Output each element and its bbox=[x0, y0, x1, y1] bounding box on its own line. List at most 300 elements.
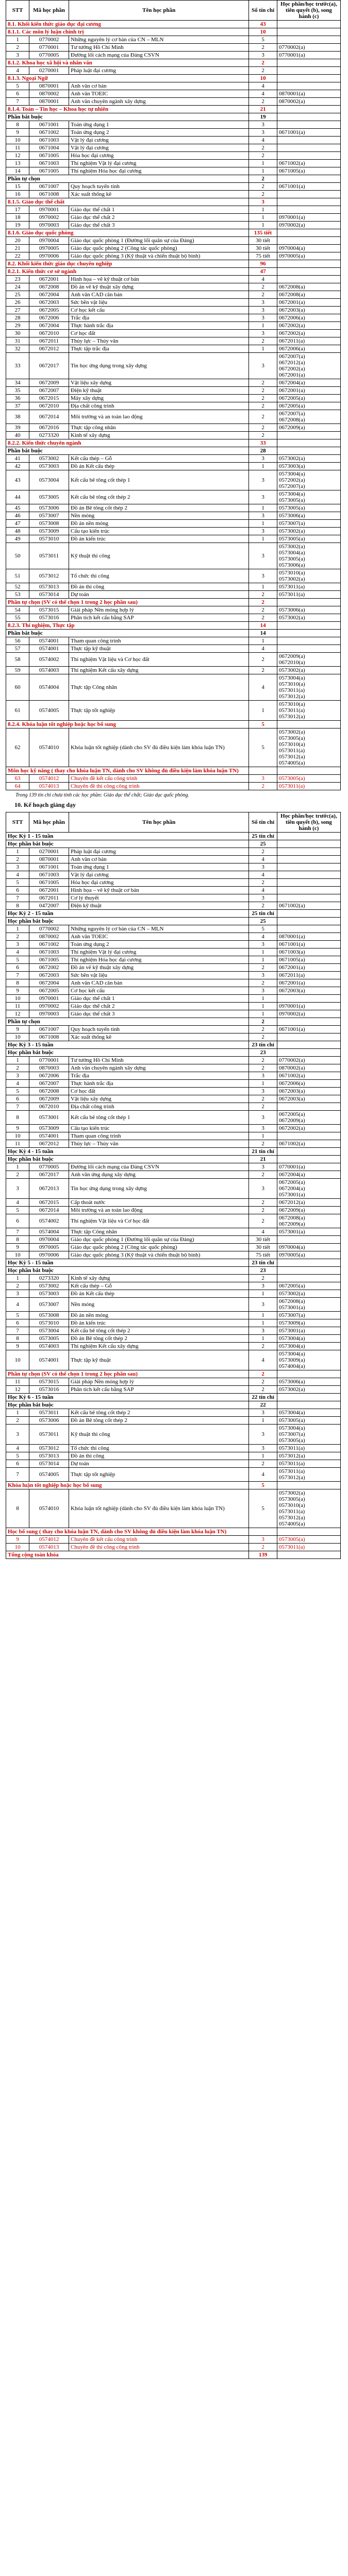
row-course-name: Điện kỹ thuật bbox=[69, 387, 249, 395]
row-stt: 52 bbox=[6, 583, 29, 591]
row-credits: 3 bbox=[249, 52, 277, 59]
table-row bbox=[6, 964, 341, 972]
row-course-name: Kết cấu bê tông cốt thép 2 bbox=[69, 490, 249, 504]
row-prerequisite: 0672001(a) bbox=[277, 964, 340, 972]
row-stt: 6 bbox=[6, 964, 29, 972]
row-prerequisite: 0573004(a) bbox=[277, 1409, 340, 1417]
row-credits: 2 bbox=[249, 402, 277, 410]
row-stt: 4 bbox=[6, 948, 29, 956]
row-course-name: Chuyên đề thi công công trình bbox=[69, 783, 249, 790]
table-row bbox=[6, 160, 341, 167]
row-credits: 4 bbox=[249, 674, 277, 701]
row-stt: 2 bbox=[6, 933, 29, 941]
semester-row bbox=[6, 1041, 341, 1049]
row-course-code: 0672005 bbox=[29, 987, 69, 995]
row-credits: 3 bbox=[249, 470, 277, 490]
table-row bbox=[6, 1460, 341, 1468]
row-prerequisite bbox=[277, 1236, 340, 1244]
row-title: Phần tự chọn (SV có thể chọn 1 trong 2 học phần sau) bbox=[6, 599, 249, 606]
row-credits: 4 bbox=[249, 90, 277, 98]
row-stt: 3 bbox=[6, 1072, 29, 1080]
table-row bbox=[6, 1228, 341, 1236]
row-prerequisite: 0770001(a) bbox=[277, 52, 340, 59]
row-prerequisite: 0573011(a) bbox=[277, 783, 340, 790]
row-course-name: Cấu tạo kiến trúc bbox=[69, 1125, 249, 1132]
row-course-code: 0970001 bbox=[29, 995, 69, 1003]
header-tc: Số tín chỉ bbox=[249, 1, 277, 21]
section-row bbox=[6, 599, 341, 606]
row-credits: 2 bbox=[249, 1064, 277, 1072]
row-stt: 21 bbox=[6, 245, 29, 252]
section-row bbox=[6, 75, 341, 82]
row-course-code: 0672004 bbox=[29, 322, 69, 330]
section-row bbox=[6, 59, 341, 67]
table-row bbox=[6, 653, 341, 667]
row-credits: 23 tín chỉ bbox=[249, 1259, 277, 1267]
row-stt: 3 bbox=[6, 941, 29, 948]
row-stt: 64 bbox=[6, 783, 29, 790]
row-course-name: Giáo dục quốc phòng 1 (Đường lối quân sự của Đảng) bbox=[69, 237, 249, 245]
row-stt: 47 bbox=[6, 520, 29, 528]
row-prerequisite: 0573011(a) bbox=[277, 583, 340, 591]
row-course-code: 0870001 bbox=[29, 82, 69, 90]
row-credits: 5 bbox=[249, 36, 277, 44]
row-credits: 1 bbox=[249, 1003, 277, 1010]
row-course-name: Đường lối cách mạng của Đảng CSVN bbox=[69, 52, 249, 59]
header-stt: STT bbox=[6, 812, 29, 833]
row-empty bbox=[277, 1148, 340, 1156]
row-stt: 11 bbox=[6, 1140, 29, 1148]
row-credits: 2 bbox=[249, 964, 277, 972]
total-empty bbox=[277, 1551, 340, 1559]
header-ten: Tên học phần bbox=[69, 812, 249, 833]
row-credits: 1 bbox=[249, 1010, 277, 1018]
row-stt: 9 bbox=[6, 1343, 29, 1350]
row-credits: 4 bbox=[249, 645, 277, 653]
row-prerequisite: 0671001(a) bbox=[277, 1026, 340, 1033]
row-stt: 61 bbox=[6, 701, 29, 721]
row-stt: 16 bbox=[6, 191, 29, 198]
row-stt: 1 bbox=[6, 36, 29, 44]
row-course-name: Khóa luận tốt nghiệp (dành cho SV đủ điều kiện làm khóa luận TN) bbox=[69, 728, 249, 767]
table-row bbox=[6, 98, 341, 106]
row-credits: 1 bbox=[249, 214, 277, 222]
row-course-code: 0574001 bbox=[29, 1350, 69, 1370]
row-prerequisite: 0672004(a) bbox=[277, 379, 340, 387]
row-course-code: 0573005 bbox=[29, 1335, 69, 1343]
row-stt: 31 bbox=[6, 337, 29, 345]
row-title: 8.2.3. Thí nghiệm, Thực tập bbox=[6, 622, 249, 630]
row-course-code: 0770002 bbox=[29, 36, 69, 44]
row-course-name: Toán ứng dụng 1 bbox=[69, 863, 249, 871]
total-value: 139 bbox=[249, 1551, 277, 1559]
header-req: Học phần/học trước(a), tiên quyết (b), song hành (c) bbox=[277, 1, 340, 21]
row-course-code: 0573010 bbox=[29, 535, 69, 543]
row-stt: 8 bbox=[6, 1236, 29, 1244]
row-stt: 3 bbox=[6, 1179, 29, 1199]
row-stt: 7 bbox=[6, 972, 29, 979]
row-course-name: Thí nghiệm Vật liệu và Cơ học đất bbox=[69, 653, 249, 667]
row-credits: 3 bbox=[249, 129, 277, 137]
row-stt: 43 bbox=[6, 470, 29, 490]
row-credits: 3 bbox=[249, 1409, 277, 1417]
row-course-name: Đồ án vẽ kỹ thuật xây dựng bbox=[69, 283, 249, 291]
header-stt: STT bbox=[6, 1, 29, 21]
row-credits: 23 tín chỉ bbox=[249, 1041, 277, 1049]
row-course-code: 0672007 bbox=[29, 1080, 69, 1088]
row-credits: 4 bbox=[249, 1468, 277, 1482]
row-title: Học phần bắt buộc bbox=[6, 1401, 249, 1409]
row-stt: 58 bbox=[6, 653, 29, 667]
row-credits: 2 bbox=[249, 410, 277, 424]
row-prerequisite bbox=[277, 1033, 340, 1041]
row-stt: 12 bbox=[6, 1010, 29, 1018]
row-credits: 2 bbox=[249, 1460, 277, 1468]
row-course-code: 0870002 bbox=[29, 90, 69, 98]
row-course-code: 0671008 bbox=[29, 1033, 69, 1041]
row-credits: 3 bbox=[249, 987, 277, 995]
row-course-code: 0672003 bbox=[29, 299, 69, 307]
row-course-name: Kết cấu bê tông cốt thép 1 bbox=[69, 1111, 249, 1125]
table-row bbox=[6, 470, 341, 490]
row-course-code: 0574005 bbox=[29, 701, 69, 721]
table-row bbox=[6, 1282, 341, 1290]
row-course-name: Vật lý đại cương bbox=[69, 871, 249, 879]
row-stt: 23 bbox=[6, 276, 29, 283]
table-row bbox=[6, 402, 341, 410]
row-course-name: Tham quan công trình bbox=[69, 1132, 249, 1140]
row-stt: 5 bbox=[6, 1207, 29, 1214]
table-row bbox=[6, 1275, 341, 1282]
row-course-code: 0770001 bbox=[29, 44, 69, 52]
row-course-name: Đồ án nền móng bbox=[69, 1312, 249, 1319]
semester-row bbox=[6, 1148, 341, 1156]
row-course-name: Thực tập tốt nghiệp bbox=[69, 701, 249, 721]
row-prerequisite bbox=[277, 36, 340, 44]
row-course-name: Đồ án thi công bbox=[69, 583, 249, 591]
table-row bbox=[6, 614, 341, 622]
row-stt: 8 bbox=[6, 902, 29, 910]
section-row bbox=[6, 28, 341, 36]
row-empty bbox=[277, 1394, 340, 1401]
row-prerequisite bbox=[277, 206, 340, 214]
row-course-name: Phân tích kết cấu bằng SAP bbox=[69, 614, 249, 622]
table-row bbox=[6, 1290, 341, 1298]
row-credits: 2 bbox=[249, 1275, 277, 1282]
table-row bbox=[6, 410, 341, 424]
row-title: Học Kỳ 3 - 15 tuần bbox=[6, 1041, 249, 1049]
row-empty bbox=[277, 198, 340, 206]
row-credits: 3 bbox=[249, 1072, 277, 1080]
row-prerequisite bbox=[277, 894, 340, 902]
row-stt: 51 bbox=[6, 569, 29, 583]
row-course-name: Cơ học kết cấu bbox=[69, 307, 249, 314]
row-title: 8.1. Khối kiến thức giáo dục đại cương bbox=[6, 21, 249, 28]
row-course-code: 0574013 bbox=[29, 1544, 69, 1551]
row-empty bbox=[277, 1267, 340, 1275]
row-prerequisite: 0573003(a) bbox=[277, 463, 340, 470]
row-stt: 7 bbox=[6, 1468, 29, 1482]
row-course-name: Đường lối cách mạng của Đảng CSVN bbox=[69, 1163, 249, 1171]
row-stt: 1 bbox=[6, 925, 29, 933]
row-stt: 33 bbox=[6, 353, 29, 379]
row-course-code: 0970004 bbox=[29, 1236, 69, 1244]
row-credits: 30 tiết bbox=[249, 245, 277, 252]
row-credits: 1 bbox=[249, 160, 277, 167]
row-credits: 2 bbox=[249, 1018, 277, 1026]
row-empty bbox=[277, 1018, 340, 1026]
row-credits: 30 tiết bbox=[249, 237, 277, 245]
row-credits: 4 bbox=[249, 856, 277, 863]
row-prerequisite bbox=[277, 1132, 340, 1140]
row-course-name: Tư tưởng Hồ Chí Minh bbox=[69, 44, 249, 52]
row-course-code: 0273320 bbox=[29, 1275, 69, 1282]
row-course-name: Thí nghiệm Vật lý đại cương bbox=[69, 160, 249, 167]
row-course-code: 0671003 bbox=[29, 160, 69, 167]
table-row bbox=[6, 1125, 341, 1132]
row-course-code: 0672003 bbox=[29, 972, 69, 979]
table-row bbox=[6, 925, 341, 933]
row-prerequisite: 0672005(a) bbox=[277, 402, 340, 410]
subsection-row bbox=[6, 1156, 341, 1163]
row-title: Học phần bắt buộc bbox=[6, 840, 249, 848]
row-course-name: Những nguyên lý cơ bản của CN – MLN bbox=[69, 36, 249, 44]
row-credits: 21 bbox=[249, 106, 277, 113]
row-course-name: Giáo dục thể chất 2 bbox=[69, 214, 249, 222]
row-prerequisite: 0672007(a) 0672008(a) bbox=[277, 410, 340, 424]
row-course-name: Kết cấu bê tông cốt thép 2 bbox=[69, 1327, 249, 1335]
row-course-name: Thực hành trắc địa bbox=[69, 322, 249, 330]
row-stt: 48 bbox=[6, 528, 29, 535]
table-row bbox=[6, 463, 341, 470]
row-credits: 1 bbox=[249, 1290, 277, 1298]
row-credits: 2 bbox=[249, 1370, 277, 1378]
row-course-code: 0573013 bbox=[29, 1452, 69, 1460]
table-row bbox=[6, 637, 341, 645]
row-title: Khóa luận tốt nghiệp hoặc học bổ sung bbox=[6, 1482, 249, 1489]
row-course-code: 0970005 bbox=[29, 1244, 69, 1251]
row-course-name: Vật liệu xây dựng bbox=[69, 1095, 249, 1103]
subsection-row bbox=[6, 1049, 341, 1057]
table-row bbox=[6, 520, 341, 528]
row-prerequisite: 0970004(a) bbox=[277, 245, 340, 252]
row-prerequisite: 0870002(a) bbox=[277, 1064, 340, 1072]
row-course-code: 0672015 bbox=[29, 1199, 69, 1207]
row-empty bbox=[277, 1528, 340, 1536]
row-empty bbox=[277, 268, 340, 276]
row-credits: 23 bbox=[249, 1267, 277, 1275]
row-stt: 9 bbox=[6, 1244, 29, 1251]
row-course-code: 0671003 bbox=[29, 948, 69, 956]
row-credits: 2 bbox=[249, 591, 277, 599]
row-title: Môn học kỹ năng ( thay cho khóa luận TN, dành cho SV không đủ điều kiện làm khóa luận TN) bbox=[6, 767, 249, 775]
row-stt: 19 bbox=[6, 222, 29, 229]
row-title: Học bổ sung ( thay cho khóa luận TN, dành cho SV không đủ điều kiện làm khóa luận TN) bbox=[6, 1528, 249, 1536]
row-prerequisite: 0573004(a) 0573005(a) bbox=[277, 490, 340, 504]
table-row bbox=[6, 1072, 341, 1080]
row-prerequisite: 0671003(a) bbox=[277, 948, 340, 956]
row-empty bbox=[277, 1482, 340, 1489]
row-credits: 1 bbox=[249, 995, 277, 1003]
row-course-name: Hình họa – vẽ kỹ thuật cơ bản bbox=[69, 887, 249, 894]
row-prerequisite: 0970002(a) bbox=[277, 222, 340, 229]
row-course-code: 0573003 bbox=[29, 1290, 69, 1298]
row-course-code: 0671007 bbox=[29, 1026, 69, 1033]
row-credits: 30 tiết bbox=[249, 1244, 277, 1251]
row-credits: 2 bbox=[249, 191, 277, 198]
row-stt: 10 bbox=[6, 1033, 29, 1041]
row-prerequisite: 0573002(a) bbox=[277, 667, 340, 674]
table-row bbox=[6, 345, 341, 353]
row-course-code: 0574005 bbox=[29, 1468, 69, 1482]
row-stt: 29 bbox=[6, 322, 29, 330]
row-course-name: Sức bền vật liệu bbox=[69, 299, 249, 307]
row-course-name: Kết cấu bê tông cốt thép 2 bbox=[69, 1409, 249, 1417]
row-course-code: 0671002 bbox=[29, 129, 69, 137]
row-prerequisite: 0573004(a) 0573010(a) 0573011(a) 0573012(a) bbox=[277, 674, 340, 701]
row-course-code: 0671005 bbox=[29, 167, 69, 175]
row-course-code: 0672010 bbox=[29, 402, 69, 410]
row-course-name: Thí nghiệm Hóa học đại cương bbox=[69, 956, 249, 964]
row-stt: 10 bbox=[6, 995, 29, 1003]
row-empty bbox=[277, 721, 340, 728]
row-prerequisite: 0672008(a) 0672009(a) bbox=[277, 1214, 340, 1228]
row-prerequisite bbox=[277, 887, 340, 894]
row-title: 8.2.4. Khóa luận tốt nghiệp hoặc học bổ sung bbox=[6, 721, 249, 728]
table-row bbox=[6, 1251, 341, 1259]
row-empty bbox=[277, 599, 340, 606]
row-credits: 3 bbox=[249, 299, 277, 307]
section-row bbox=[6, 1482, 341, 1489]
row-credits: 2 bbox=[249, 59, 277, 67]
row-prerequisite bbox=[277, 67, 340, 75]
row-credits: 3 bbox=[249, 455, 277, 463]
row-stt: 32 bbox=[6, 345, 29, 353]
row-credits: 2 bbox=[249, 1199, 277, 1207]
table-row bbox=[6, 1080, 341, 1088]
row-course-code: 0672017 bbox=[29, 353, 69, 379]
row-prerequisite: 0573002(a) 0573005(a) 0573010(a) 0573011(a) 0573012(a) 0574005(a) bbox=[277, 1489, 340, 1528]
row-course-name: Thí nghiệm Hóa học đại cương bbox=[69, 167, 249, 175]
row-course-name: Địa chất công trình bbox=[69, 402, 249, 410]
table-row bbox=[6, 1199, 341, 1207]
row-stt: 10 bbox=[6, 1544, 29, 1551]
row-course-name: Xác suất thống kê bbox=[69, 1033, 249, 1041]
row-prerequisite: 0573010(a) 0573011(a) 0573012(a) bbox=[277, 701, 340, 721]
row-course-code: 0672012 bbox=[29, 345, 69, 353]
row-stt: 53 bbox=[6, 591, 29, 599]
row-course-name: Dự toán bbox=[69, 1460, 249, 1468]
table-row bbox=[6, 933, 341, 941]
header-ten: Tên học phần bbox=[69, 1, 249, 21]
table-row bbox=[6, 948, 341, 956]
table-row bbox=[6, 1343, 341, 1350]
row-stt: 36 bbox=[6, 395, 29, 402]
row-course-name: Trắc địa bbox=[69, 314, 249, 322]
row-course-name: Tổ chức thi công bbox=[69, 1445, 249, 1452]
row-course-code: 0574003 bbox=[29, 1343, 69, 1350]
row-prerequisite: 0672003(a) bbox=[277, 1088, 340, 1095]
row-credits: 75 tiết bbox=[249, 1251, 277, 1259]
table-row bbox=[6, 1236, 341, 1244]
row-course-name: Hình họa – vẽ kỹ thuật cơ bản bbox=[69, 276, 249, 283]
row-course-name: Thực tập trắc địa bbox=[69, 345, 249, 353]
row-course-name: Hóa học đại cương bbox=[69, 879, 249, 887]
row-course-code: 0671008 bbox=[29, 191, 69, 198]
row-stt: 24 bbox=[6, 283, 29, 291]
row-stt: 6 bbox=[6, 1319, 29, 1327]
row-course-name: Tham quan công trình bbox=[69, 637, 249, 645]
subsection-row bbox=[6, 175, 341, 183]
row-course-name: Xác suất thống kê bbox=[69, 191, 249, 198]
row-title: Học phần bắt buộc bbox=[6, 1267, 249, 1275]
row-credits: 19 bbox=[249, 113, 277, 121]
row-prerequisite: 0671005(a) bbox=[277, 956, 340, 964]
row-course-code: 0870001 bbox=[29, 98, 69, 106]
row-stt: 40 bbox=[6, 432, 29, 439]
row-stt: 4 bbox=[6, 1080, 29, 1088]
table-row bbox=[6, 645, 341, 653]
curriculum-table bbox=[6, 0, 341, 790]
table-row bbox=[6, 583, 341, 591]
row-stt: 5 bbox=[6, 956, 29, 964]
row-prerequisite: 0672008(a) bbox=[277, 283, 340, 291]
row-course-code: 0672004 bbox=[29, 979, 69, 987]
row-prerequisite: 0672009(a) 0672010(a) bbox=[277, 653, 340, 667]
row-credits: 2 bbox=[249, 653, 277, 667]
row-stt: 41 bbox=[6, 455, 29, 463]
row-prerequisite: 0672002(a) bbox=[277, 330, 340, 337]
row-stt: 3 bbox=[6, 1290, 29, 1298]
table-row bbox=[6, 1171, 341, 1179]
row-credits: 4 bbox=[249, 137, 277, 144]
semester-row bbox=[6, 910, 341, 918]
row-course-code: 0672010 bbox=[29, 1103, 69, 1111]
table-row bbox=[6, 314, 341, 322]
row-credits: 2 bbox=[249, 1207, 277, 1214]
row-prerequisite: 0573002(a) 0573004(a) 0573005(a) 0573006(a) bbox=[277, 543, 340, 569]
table-row bbox=[6, 879, 341, 887]
row-course-name: Anh văn ứng dụng xây dựng bbox=[69, 1171, 249, 1179]
table-row bbox=[6, 322, 341, 330]
table-row bbox=[6, 455, 341, 463]
row-stt: 7 bbox=[6, 1103, 29, 1111]
row-course-name: Thí nghiệm Vật liệu và Cơ học đất bbox=[69, 1214, 249, 1228]
row-credits: 3 bbox=[249, 1445, 277, 1452]
row-course-code: 0672005 bbox=[29, 307, 69, 314]
row-credits: 22 tín chỉ bbox=[249, 1394, 277, 1401]
row-prerequisite: 0671005(a) bbox=[277, 167, 340, 175]
row-prerequisite bbox=[277, 152, 340, 160]
row-course-code: 0672006 bbox=[29, 314, 69, 322]
table-row bbox=[6, 1244, 341, 1251]
row-stt: 49 bbox=[6, 535, 29, 543]
row-course-code: 0970006 bbox=[29, 1251, 69, 1259]
row-credits: 25 tín chỉ bbox=[249, 910, 277, 918]
table-row bbox=[6, 1445, 341, 1452]
row-course-code: 0672001 bbox=[29, 887, 69, 894]
row-course-name: Giáo dục thể chất 1 bbox=[69, 206, 249, 214]
row-stt: 8 bbox=[6, 121, 29, 129]
row-stt: 42 bbox=[6, 463, 29, 470]
row-credits: 2 bbox=[249, 387, 277, 395]
row-prerequisite: 0573002(a) bbox=[277, 1386, 340, 1394]
row-course-code: 0573009 bbox=[29, 1125, 69, 1132]
table-row bbox=[6, 674, 341, 701]
row-course-name: Tin học ứng dụng trong xây dựng bbox=[69, 1179, 249, 1199]
table-row bbox=[6, 956, 341, 964]
row-credits: 25 tín chỉ bbox=[249, 833, 277, 840]
